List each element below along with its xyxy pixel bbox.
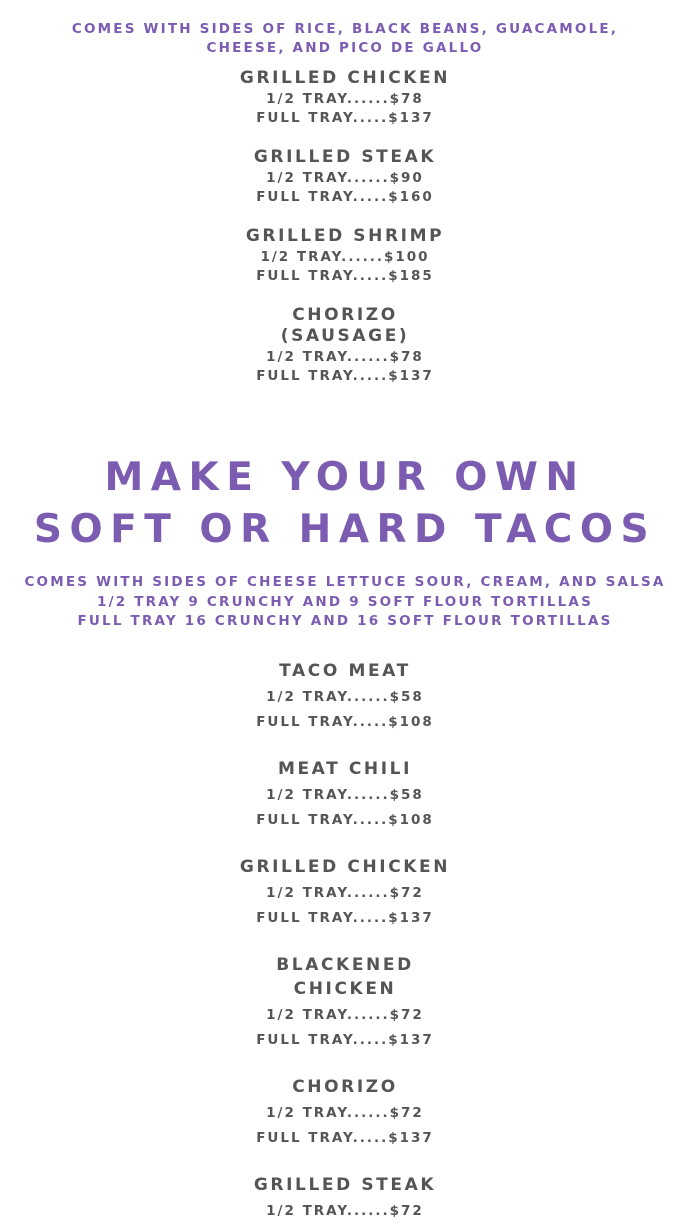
price-full-tray: FULL TRAY.....$137 <box>256 910 434 926</box>
item-name: GRILLED CHICKEN <box>239 857 451 877</box>
section2-note-line-1: COMES WITH SIDES OF CHEESE LETTUCE SOUR, CREAM, AND SALSA <box>24 574 666 590</box>
price-half-tray: 1/2 TRAY......$78 <box>266 91 424 107</box>
price-full-tray: FULL TRAY.....$137 <box>256 1130 434 1146</box>
price-full-tray: FULL TRAY.....$137 <box>256 368 434 384</box>
price-half-tray: 1/2 TRAY......$90 <box>266 170 424 186</box>
item-name: MEAT CHILI <box>277 759 413 779</box>
price-full-tray: FULL TRAY.....$137 <box>256 110 434 126</box>
section-title-line-1: MAKE YOUR OWN <box>104 455 586 500</box>
item-name: TACO MEAT <box>279 661 411 681</box>
price-half-tray: 1/2 TRAY......$100 <box>260 249 430 265</box>
item-name: GRILLED STEAK <box>253 1175 437 1195</box>
item-name: GRILLED STEAK <box>253 147 437 167</box>
item-name: CHORIZO <box>292 1077 398 1097</box>
section-title-line-2: SOFT OR HARD TACOS <box>33 507 657 552</box>
item-name-line-1: BLACKENED <box>276 955 414 975</box>
section1-note-line-1: COMES WITH SIDES OF RICE, BLACK BEANS, GUACAMOLE, <box>71 21 619 37</box>
price-full-tray: FULL TRAY.....$185 <box>256 268 434 284</box>
item-name-line-2: (SAUSAGE) <box>280 326 410 346</box>
section2-note-line-3: FULL TRAY 16 CRUNCHY AND 16 SOFT FLOUR TORTILLAS <box>77 613 613 629</box>
price-half-tray: 1/2 TRAY......$72 <box>266 885 424 901</box>
price-half-tray: 1/2 TRAY......$58 <box>266 787 424 803</box>
price-half-tray: 1/2 TRAY......$72 <box>266 1007 424 1023</box>
section2-note-line-2: 1/2 TRAY 9 CRUNCHY AND 9 SOFT FLOUR TORTILLAS <box>96 594 594 610</box>
price-full-tray: FULL TRAY.....$160 <box>256 189 434 205</box>
price-half-tray: 1/2 TRAY......$72 <box>266 1105 424 1121</box>
item-name: GRILLED CHICKEN <box>239 68 451 88</box>
price-full-tray: FULL TRAY.....$108 <box>256 714 434 730</box>
item-name-line-1: CHORIZO <box>292 305 398 325</box>
item-name-line-2: CHICKEN <box>293 979 397 999</box>
item-name: GRILLED SHRIMP <box>245 226 445 246</box>
price-full-tray: FULL TRAY.....$108 <box>256 812 434 828</box>
price-half-tray: 1/2 TRAY......$78 <box>266 349 424 365</box>
price-half-tray: 1/2 TRAY......$58 <box>266 689 424 705</box>
section1-note-line-2: CHEESE, AND PICO DE GALLO <box>206 40 484 56</box>
price-half-tray: 1/2 TRAY......$72 <box>266 1203 424 1219</box>
price-full-tray: FULL TRAY.....$137 <box>256 1032 434 1048</box>
